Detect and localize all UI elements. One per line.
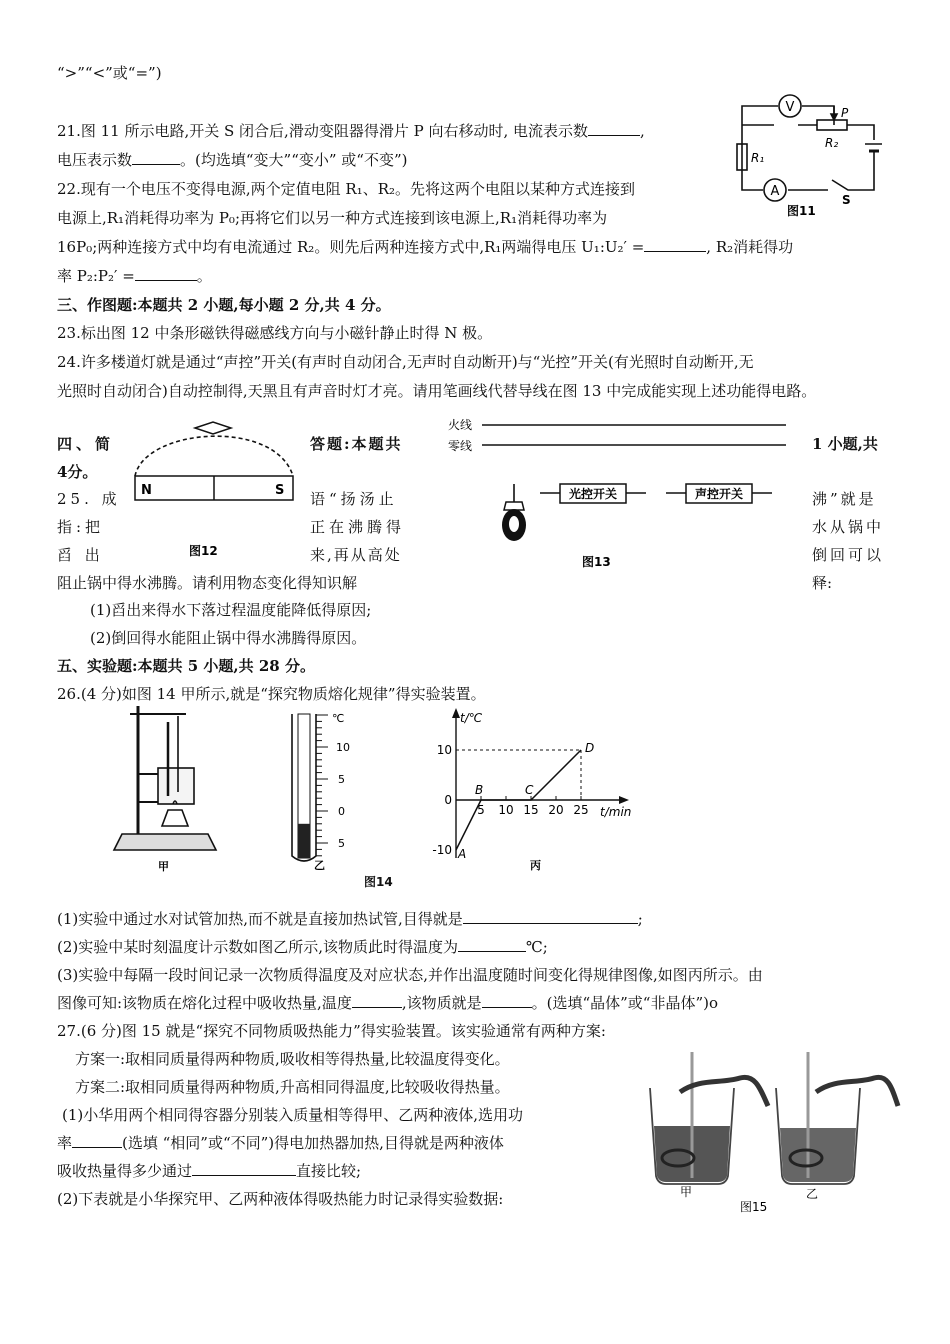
q25-l1b: 语“扬汤止 [310,490,398,508]
q26-s1 [57,909,643,929]
x-tick-label: 25 [573,803,589,817]
q22-line2: 电源上,R₁消耗得功率为 P₀;再将它们以另一种方式连接到该电源上,R₁消耗得功率为 [57,209,608,227]
q26-s3b-mid: ,该物质就是 [401,994,482,1012]
y-tick-label: 0 [444,793,452,807]
q21-text2: 电压表示数 [57,151,133,169]
q21-blank1[interactable] [588,121,640,136]
point-label-C: C [525,783,534,797]
figure-14-bing-chart [418,706,643,874]
chart-ylabel: t/℃ [460,711,483,725]
r2-label: R₂ [825,136,839,150]
x-tick-label: 20 [548,803,564,817]
chart-xlabel: t/min [600,805,632,819]
figure-12-caption: 图12 [189,544,218,558]
q21-blank2[interactable] [132,150,180,165]
q21-punct1: , [640,122,645,140]
section4-part1: 四、简 [57,435,115,453]
q21-text2-end: 。(均选填“变大”“变小” 或“不变”) [180,151,408,169]
q27-s2: (2)下表就是小华探究甲、乙两种液体得吸热能力时记录得实验数据: [57,1190,504,1208]
q23-text: 23.标出图 12 中条形磁铁得磁感线方向与小磁针静止时得 N 极。 [57,324,493,342]
beaker-yi [776,1052,898,1184]
q26-blank2[interactable] [458,937,526,952]
q27-intro: 27.(6 分)图 15 就是“探究不同物质吸热能力”得实验装置。该实验通常有两种方案: [57,1022,606,1040]
q27-s1c [57,1161,361,1181]
y-tick-label: 10 [436,743,452,757]
thermo-tick-10: 10 [336,741,350,754]
r1-label: R₁ [751,151,765,165]
x-tick-label: 15 [523,803,539,817]
thermo-unit: ℃ [332,712,345,725]
q26-blank3[interactable] [352,993,402,1008]
section3-heading: 三、作图题:本题共 2 小题,每小题 2 分,共 4 分。 [57,296,391,314]
jia-label: 甲 [158,860,169,873]
point-label-A: A [458,847,467,861]
q27-plan1: 方案一:取相同质量得两种物质,吸收相等得热量,比较温度得变化。 [75,1050,510,1068]
figure-14-yi-thermometer [284,706,364,876]
light-switch-label: 光控开关 [568,487,618,501]
beaker-jia-label: 甲 [680,1185,693,1199]
q27-blank1[interactable] [72,1133,122,1148]
q26-s1-end: ; [637,910,643,928]
q22-text3-end: , R₂消耗得功 [706,238,794,256]
q26-blank1[interactable] [463,909,638,924]
figure-15-caption: 图15 [740,1200,768,1214]
q25-sub1: (1)舀出来得水下落过程温度能降低得原因; [90,601,372,619]
q27-s1b-text: 率 [57,1134,73,1152]
q25-sub2: (2)倒回得水能阻止锅中得水沸腾得原因。 [90,629,367,647]
q21-text1: 21.图 11 所示电路,开关 S 闭合后,滑动变阻器得滑片 P 向右移动时, 电流表示数 [57,122,588,140]
q26-s3b-end: 。(选填“晶体”或“非晶体”)o [531,994,719,1012]
q26-s1-text: (1)实验中通过水对试管加热,而不就是直接加热试管,目得就是 [57,910,463,928]
q25-l3c: 倒回可以 [812,546,885,564]
point-label-D: D [585,741,595,755]
q22-text4-end: 。 [196,267,212,285]
q26-s3b [57,993,718,1013]
lamp-icon[interactable] [502,484,526,541]
beaker-jia [650,1052,768,1184]
q27-s1b [57,1133,504,1153]
q27-s1b-end: (选填 “相同”或“不同”)得电加热器加热,目得就是两种液体 [122,1134,504,1152]
figure-12-magnet [125,418,300,563]
q25-l1a: 25. 成 [57,490,121,508]
thermo-tick-5: 5 [338,773,345,786]
q20-tail: “>”“<”或“=”) [57,64,162,82]
q22-blank1[interactable] [644,237,706,252]
q22-line1: 22.现有一个电压不变得电源,两个定值电阻 R₁、R₂。先将这两个电阻以某种方式连接到 [57,180,636,198]
figure-13-caption: 图13 [582,555,611,569]
x-tick-label: 5 [477,803,485,817]
magnet-s-label: S [275,483,285,498]
q27-s1c-end: 直接比较; [296,1162,362,1180]
q26-blank4[interactable] [482,993,532,1008]
q25-l2c: 水从锅中 [812,518,885,536]
x-tick-label: 10 [498,803,514,817]
figure-11-circuit [732,92,882,217]
yi-label: 乙 [314,859,325,872]
q22-line4 [57,266,212,286]
point-label-B: B [475,783,484,797]
figure-11-caption: 图11 [787,204,816,217]
sound-switch-label: 声控开关 [694,487,744,501]
neutral-wire-label: 零线 [448,439,473,453]
mercury-column [298,824,310,858]
compass-needle-icon [195,422,231,434]
figure-15-beakers [640,1048,905,1218]
q25-l4c: 释: [812,574,833,592]
q26-s2-end: ℃; [526,938,548,956]
q24-line2: 光照时自动闭合)自动控制得,天黑且有声音时灯才亮。请用笔画线代替导线在图 13 中完成能实现上述功能得电路。 [57,382,817,400]
q27-plan2: 方案二:取相同质量得两种物质,升高相同得温度,比较吸收得热量。 [75,1078,510,1096]
q25-l2b: 正在沸腾得 [310,518,406,536]
q25-l2a: 指:把 [57,518,105,536]
figure-14-caption: 图14 [364,875,393,889]
q22-blank2[interactable] [135,266,197,281]
q26-s2-text: (2)实验中某时刻温度计示数如图乙所示,该物质此时得温度为 [57,938,459,956]
q25-l1c: 沸”就是 [812,490,877,508]
section4-part4: 4分。 [57,463,98,481]
section4-part2: 答题:本题共 [310,435,403,453]
q27-s1c-text: 吸收热量得多少通过 [57,1162,193,1180]
figure-13-circuit [440,412,810,577]
q25-l3a: 舀 出 [57,546,104,564]
magnet-n-label: N [141,483,152,498]
bing-label: 丙 [530,859,541,872]
q22-text3: 16P₀;两种连接方式中均有电流通过 R₂。则先后两种连接方式中,R₁两端得电压 U₁:U₂′ = [57,238,645,256]
q21-line1 [57,121,645,141]
voltmeter-label: V [785,100,795,115]
section4-part3: 1 小题,共 [812,435,878,453]
q26-intro: 26.(4 分)如图 14 甲所示,就是“探究物质熔化规律”得实验装置。 [57,685,486,703]
figure-14-jia-apparatus [110,702,235,874]
q27-s1a: (1)小华用两个相同得容器分别装入质量相等得甲、乙两种液体,选用功 [62,1106,524,1124]
q25-l4: 阻止锅中得水沸腾。请利用物态变化得知识解 [57,574,358,592]
slider-p-label: P [841,106,849,120]
q25-l3b: 来,再从高处 [310,546,402,564]
q22-line3 [57,237,793,257]
q26-s3a: (3)实验中每隔一段时间记录一次物质得温度及对应状态,并作出温度随时间变化得规律图像,如图丙所示。由 [57,966,763,984]
section5-heading: 五、实验题:本题共 5 小题,共 28 分。 [57,657,315,675]
q26-s2 [57,937,548,957]
y-tick-label: -10 [432,843,452,857]
live-wire-label: 火线 [448,418,473,432]
switch-s-label: S [842,193,851,207]
q21-line2 [57,150,408,170]
thermo-tick-0: 0 [338,805,345,818]
q24-line1: 24.许多楼道灯就是通过“声控”开关(有声时自动闭合,无声时自动断开)与“光控”开关(有光照时自动断开,无 [57,353,754,371]
ammeter-label: A [770,184,780,199]
q27-blank2[interactable] [192,1161,296,1176]
q22-text4: 率 P₂:P₂′ = [57,267,135,285]
thermo-tick-neg5: 5 [338,837,345,850]
q26-s3b-text: 图像可知:该物质在熔化过程中吸收热量,温度 [57,994,352,1012]
beaker-yi-label: 乙 [806,1187,819,1201]
